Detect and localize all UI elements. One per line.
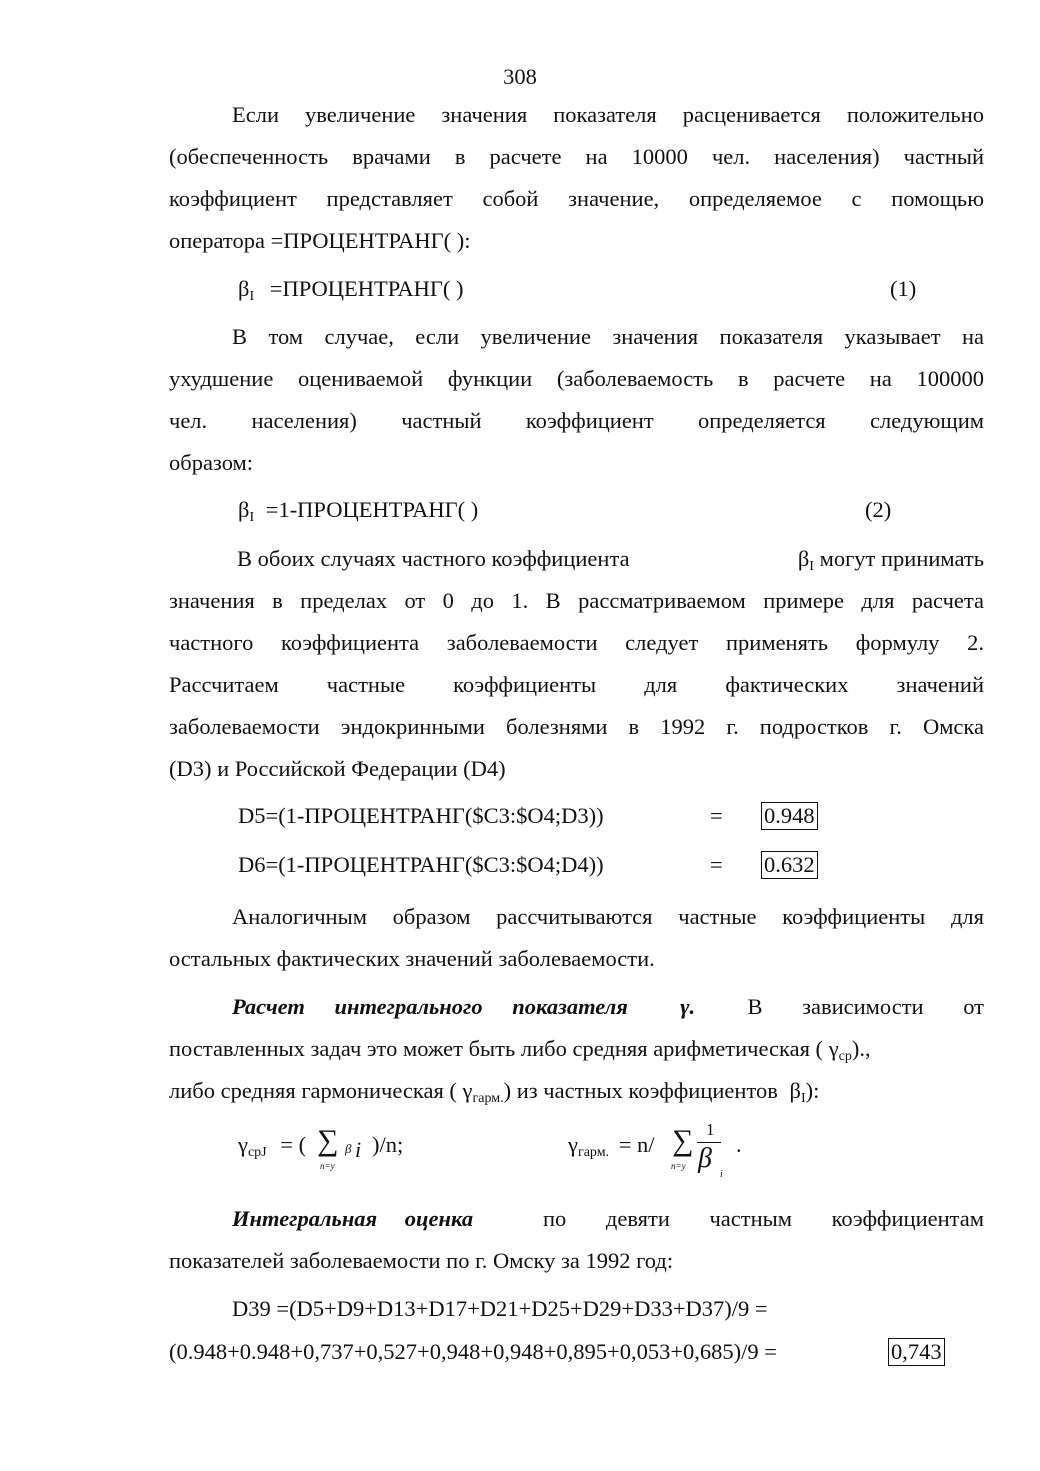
text-span: поставленных задач это может быть либо средняя арифметическая (: [169, 1036, 824, 1061]
paragraph-line: (D3) и Российской Федерации (D4): [169, 756, 506, 781]
paragraph-line: [169, 1077, 984, 1109]
paragraph-line: Аналогичным образом рассчитываются частные коэффициенты для: [232, 904, 984, 929]
text-span: .: [736, 1132, 742, 1157]
gamma-symbol: γ.: [680, 994, 696, 1019]
page-number: 308: [503, 64, 537, 89]
gamma-subscript: срJ: [247, 1145, 267, 1160]
text-span: = n/: [618, 1132, 655, 1157]
paragraph-line: образом:: [169, 450, 254, 475]
beta-symbol: β: [238, 497, 250, 522]
beta-symbol: β: [789, 1078, 801, 1103]
gamma-harmonic-formula: [568, 1132, 655, 1158]
paragraph-line: (обеспеченность врачами в расчете на 10000 чел. населения) частный: [169, 144, 984, 169]
calc-result-box: 0.948: [761, 802, 818, 830]
gamma-mean-formula: [238, 1132, 306, 1158]
gamma-symbol: γ: [568, 1132, 578, 1157]
paragraph-line: значения в пределах от 0 до 1. В рассматриваемом примере для расчета: [169, 588, 984, 613]
text-span: )/n;: [372, 1132, 404, 1157]
text-span: ) из частных коэффициентов: [503, 1078, 778, 1103]
text-span: ).,: [851, 1036, 871, 1061]
formula-2: [238, 497, 478, 523]
beta-subscript: I: [809, 559, 814, 574]
paragraph-line: [232, 1205, 984, 1233]
final-sum: (0.948+0.948+0,737+0,527+0,948+0,948+0,895+0,053+0,685)/9 =: [169, 1339, 777, 1364]
index-i: i: [355, 1137, 362, 1162]
beta-subscript: I: [249, 510, 255, 525]
sum-limit: n=y: [671, 1161, 686, 1171]
paragraph-line: оператора =ПРОЦЕНТРАНГ( ):: [169, 228, 471, 253]
sum-limit: n=y: [320, 1161, 335, 1171]
index-i: i: [720, 1169, 723, 1180]
paragraph-line: Рассчитаем частные коэффициенты для фактических значений: [169, 672, 984, 697]
section-heading: Расчет интегрального показателя: [232, 994, 628, 1019]
fraction-numerator: 1: [706, 1120, 715, 1139]
gamma-subscript: ср: [838, 1049, 852, 1064]
gamma-subscript: гарм.: [472, 1091, 504, 1106]
paragraph-line: В том случае, если увеличение значения показателя указывает на: [232, 324, 984, 349]
formula-number: (1): [890, 276, 917, 301]
paragraph-line: заболеваемости эндокринными болезнями в 1992 г. подростков г. Омска: [169, 714, 984, 739]
final-result-box: 0,743: [888, 1338, 945, 1366]
text-span: могут принимать: [819, 546, 984, 571]
gamma-symbol: γ: [462, 1078, 473, 1103]
calc-expression: D6=(1-ПРОЦЕНТРАНГ($C3:$O4;D4)): [238, 852, 604, 877]
paragraph-line: показателей заболеваемости по г. Омску за 1992 год:: [169, 1248, 674, 1273]
gamma-symbol: γ: [238, 1132, 248, 1157]
gamma-symbol: γ: [828, 1036, 839, 1061]
sigma-icon: ∑: [317, 1124, 339, 1157]
text-span: ):: [805, 1078, 820, 1103]
section-heading: Интегральная оценка: [232, 1206, 474, 1231]
text-span: В зависимости от: [747, 994, 984, 1019]
paragraph-line: чел. населения) частный коэффициент определяется следующим: [169, 408, 984, 433]
calc-equals: =: [710, 803, 723, 828]
beta-symbol: β: [345, 1141, 352, 1156]
paragraph-line: [237, 545, 984, 577]
text-span: В обоих случаях частного коэффициента: [237, 546, 630, 571]
formula-expression: =1-ПРОЦЕНТРАНГ( ): [265, 497, 479, 522]
paragraph-line: остальных фактических значений заболеваемости.: [169, 946, 655, 971]
text-span: по девяти частным коэффициентам: [542, 1206, 984, 1231]
text-span: либо средняя гармоническая (: [169, 1078, 457, 1103]
final-formula: D39 =(D5+D9+D13+D17+D21+D25+D29+D33+D37)/9 =: [232, 1296, 768, 1321]
beta-symbol: β: [238, 276, 250, 301]
beta-subscript: I: [800, 1091, 806, 1106]
paragraph-line: [232, 993, 984, 1021]
text-span: = (: [280, 1132, 307, 1157]
paragraph-line: коэффициент представляет собой значение, определяемое с помощью: [169, 186, 984, 211]
paragraph-line: ухудшение оцениваемой функции (заболеваемость в расчете на 100000: [169, 366, 984, 391]
formula-1: [238, 276, 463, 302]
beta-subscript: I: [249, 289, 255, 304]
calc-result-box: 0.632: [761, 851, 818, 879]
gamma-subscript: гарм.: [577, 1145, 610, 1160]
paragraph-line: частного коэффициента заболеваемости следует применять формулу 2.: [169, 630, 984, 655]
calc-expression: D5=(1-ПРОЦЕНТРАНГ($C3:$O4;D3)): [238, 803, 604, 828]
formula-number: (2): [865, 497, 892, 522]
formula-expression: =ПРОЦЕНТРАНГ( ): [269, 276, 464, 301]
beta-symbol: β: [698, 1143, 712, 1174]
paragraph-line: [169, 1035, 984, 1067]
beta-symbol: β: [797, 546, 810, 571]
paragraph-line: Если увеличение значения показателя расценивается положительно: [232, 102, 984, 127]
sigma-icon: ∑: [672, 1124, 694, 1157]
text-span: [798, 545, 984, 577]
calc-equals: =: [710, 852, 723, 877]
